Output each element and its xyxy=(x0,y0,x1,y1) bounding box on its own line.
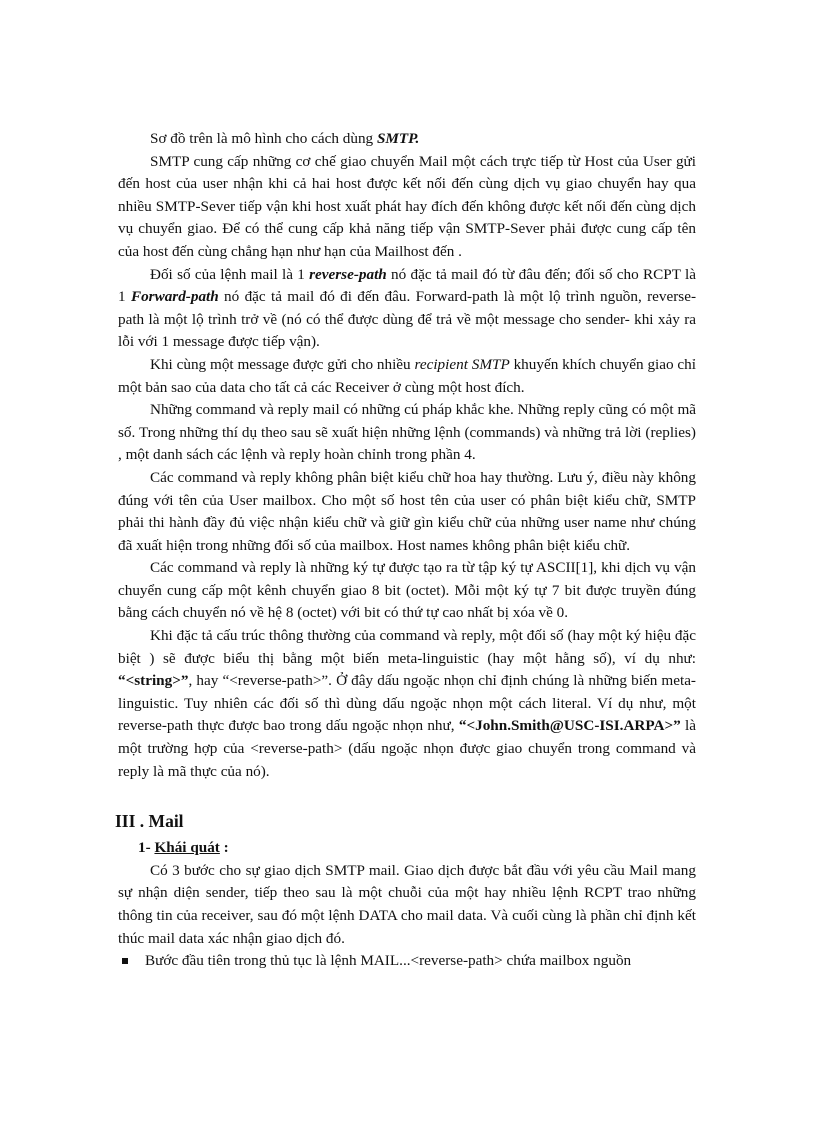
text-segment: “<string>” xyxy=(118,672,189,690)
subheading-suffix: : xyxy=(219,839,229,857)
subheading-number: 1- xyxy=(138,839,155,857)
text-segment: Forward-path xyxy=(130,288,219,306)
text-segment: khuyến khích chuyển giao chỉ một bản sao của data cho tất cả các Receiver ở cùng một host đích. xyxy=(118,355,696,396)
square-bullet-icon xyxy=(122,958,128,964)
text-segment: , hay “<reverse-path>”. Ở đây dấu ngoặc nhọn chỉ định chúng là những biến meta-linguistic. Tuy nhiên các đối số thì dùng dấu ngoặc nhọn một cách literal. Ví dụ như, một reverse-path thực được bao trong dấu ngoặc nhọn như, xyxy=(118,672,696,735)
bullet-text: Bước đầu tiên trong thủ tục là lệnh MAIL...<reverse-path> chứa mailbox nguồn xyxy=(145,952,632,970)
subheading xyxy=(118,837,696,860)
text-segment: SMTP. xyxy=(376,130,420,147)
text-segment: là một trường hợp của <reverse-path> (dấu ngoặc nhọn được giao chuyển trong command và reply là mã thực của nó). xyxy=(118,717,697,780)
body-paragraph xyxy=(118,128,696,151)
text-segment: Những command và reply mail có những cú pháp khắc khe. Những reply cũng có một mã số. Trong những thí dụ theo sau sẽ xuất hiện những lệnh (commands) và những trả lời (replies) , một danh sách các lệnh và reply hoàn chỉnh trong phần 4. xyxy=(118,401,696,464)
text-segment: Đối số của lệnh mail là 1 xyxy=(150,265,310,283)
bullet-list xyxy=(118,950,696,973)
text-segment: Sơ đồ trên là mô hình cho cách dùng xyxy=(150,130,377,147)
text-segment: recipient SMTP xyxy=(414,355,510,373)
section-intro: Có 3 bước cho sự giao dịch SMTP mail. Giao dịch được bắt đầu với yêu cầu Mail mang sự nhận diện sender, tiếp theo sau là một chuỗi của một hay nhiều lệnh RCPT trao những thông tin của receiver, sau đó một lệnh DATA cho mail data. Và cuối cùng là phần chỉ định kết thúc mail data xác nhận giao dịch đó. xyxy=(118,861,696,947)
section-mail xyxy=(115,809,696,973)
body-paragraph xyxy=(118,151,696,264)
page-content xyxy=(115,128,697,973)
text-segment: Khi đặc tả cấu trúc thông thường của command và reply, một đối số (hay một ký hiệu đặc biệt ) sẽ được biểu thị bằng một biến meta-linguistic (hay một hằng số), ví dụ như: xyxy=(118,627,696,667)
text-segment: SMTP cung cấp những cơ chế giao chuyển Mail một cách trực tiếp từ Host của User gửi đến host của user nhận khi cả hai host được kết nối đến cùng dịch vụ giao chuyển hay qua nhiều SMTP-Sever tiếp vận khi host xuất phát hay đích đến không được kết nối đến cùng dịch vụ chuyển giao. Để có thể cung cấp khả năng tiếp vận SMTP-Sever phải được cung cấp tên của host đến cùng chẳng hạn như hạn của Mailhost đến . xyxy=(118,152,696,260)
body-paragraph xyxy=(118,264,696,354)
subheading-title: Khái quát xyxy=(154,839,220,857)
body-paragraphs xyxy=(118,128,696,783)
text-segment: nó đặc tả mail đó từ đâu đến; đối số cho RCPT là 1 xyxy=(118,265,696,306)
text-segment: Các command và reply là những ký tự được tạo ra từ tập ký tự ASCII[1], khi dịch vụ vận chuyển cung cấp một kênh chuyển giao 8 bit (octet). Mỗi một ký tự 7 bit được truyền đúng bằng cách chuyển nó về hệ 8 (octet) với bit có thứ tự cao nhất bị xóa về 0. xyxy=(118,559,696,622)
body-paragraph xyxy=(118,354,696,399)
text-segment: reverse-path xyxy=(309,265,387,283)
section-heading: III . Mail xyxy=(115,811,184,832)
body-paragraph xyxy=(118,625,696,783)
body-paragraph xyxy=(118,467,696,557)
body-paragraph xyxy=(118,557,696,625)
body-paragraph xyxy=(118,399,696,467)
text-segment: “<John.Smith@USC-ISI.ARPA>” xyxy=(458,717,681,735)
text-segment: Khi cùng một message được gửi cho nhiều xyxy=(150,355,415,373)
text-segment: Các command và reply không phân biệt kiểu chữ hoa hay thường. Lưu ý, điều này không đúng với tên của User mailbox. Cho một số host tên của user có phân biệt kiểu chữ, SMTP phải thi hành đầy đủ việc nhận kiểu chữ và giữ gìn kiểu chữ của những user name như chúng đã xuất hiện trong những đối số của mailbox. Host names không phân biệt kiểu chữ. xyxy=(118,468,696,554)
bullet-item xyxy=(118,950,696,973)
text-segment: nó đặc tả mail đó đi đến đâu. Forward-path là một lộ trình nguồn, reverse-path là một lộ trình trở về (nó có thể được dùng để trả về một message cho sender- khi xảy ra lỗi với 1 message được tiếp vận). xyxy=(118,288,696,351)
